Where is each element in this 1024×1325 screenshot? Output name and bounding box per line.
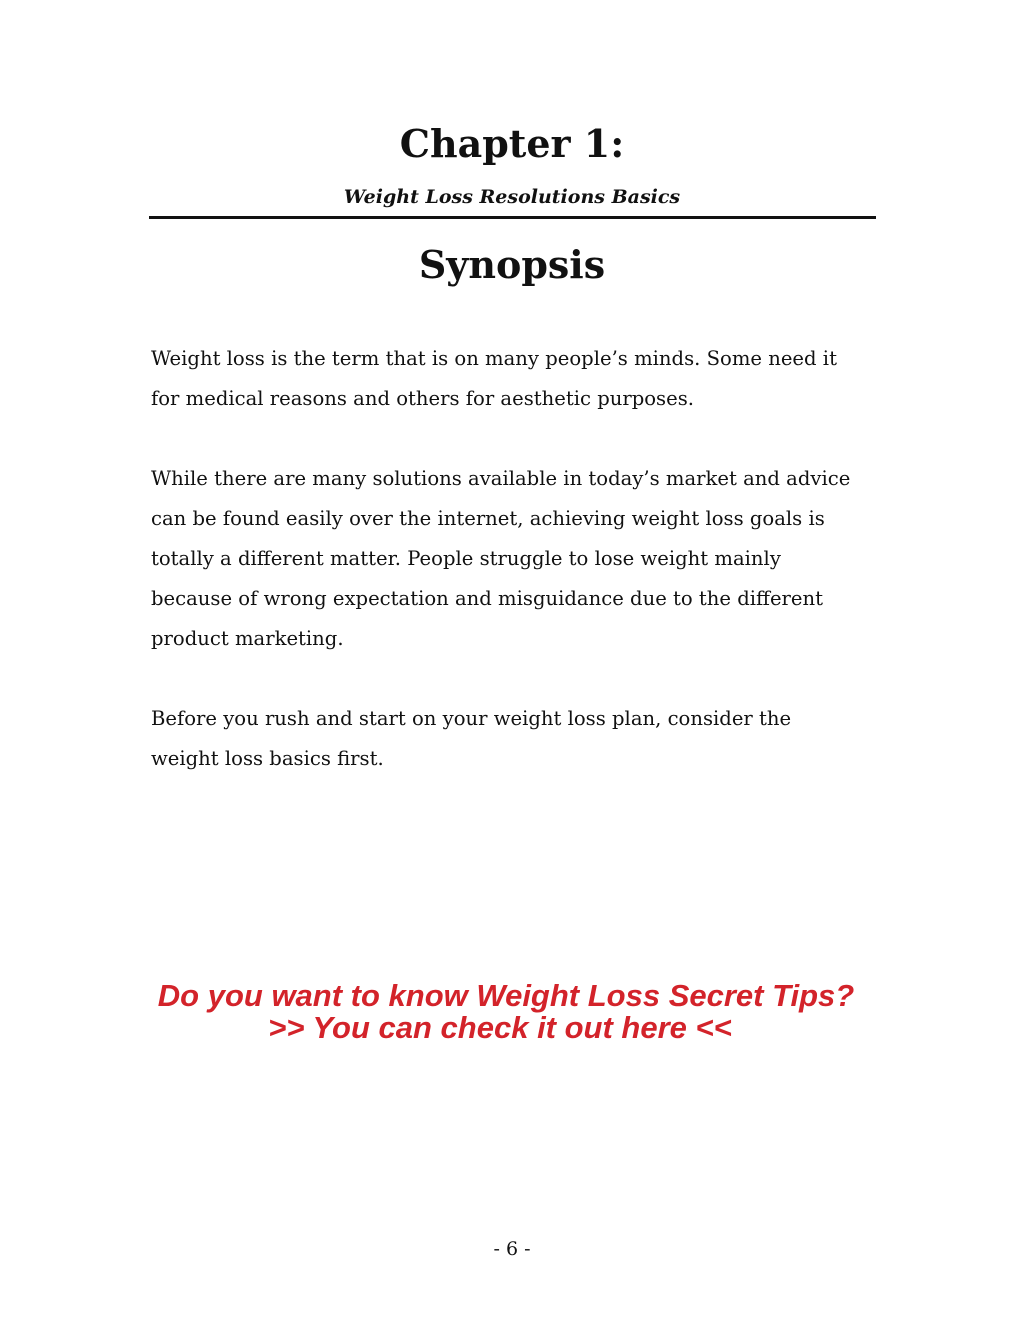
chapter-subtitle: Weight Loss Resolutions Basics xyxy=(343,186,681,208)
page-number: - 6 - xyxy=(493,1238,531,1260)
paragraph-intro: Weight loss is the term that is on many people’s minds. Some need it for medical reasons and others for aesthetic purposes. xyxy=(151,347,837,410)
promo-headline-link[interactable]: Do you want to know Weight Loss Secret Tips? xyxy=(157,978,855,1013)
section-title: Synopsis xyxy=(418,242,606,287)
promo-check-it-out-link[interactable]: >> You can check it out here << xyxy=(268,1010,732,1045)
header-divider xyxy=(149,216,876,219)
paragraph-solutions: While there are many solutions available in today’s market and advice can be found easily over the internet, achieving weight loss goals is totally a different matter. People struggle to lose weight mainly because of wrong expectation and misguidance due to the different product marketing. xyxy=(151,467,851,650)
chapter-title: Chapter 1: xyxy=(399,121,625,166)
paragraph-basics: Before you rush and start on your weight loss plan, consider the weight loss basics first. xyxy=(151,707,792,770)
